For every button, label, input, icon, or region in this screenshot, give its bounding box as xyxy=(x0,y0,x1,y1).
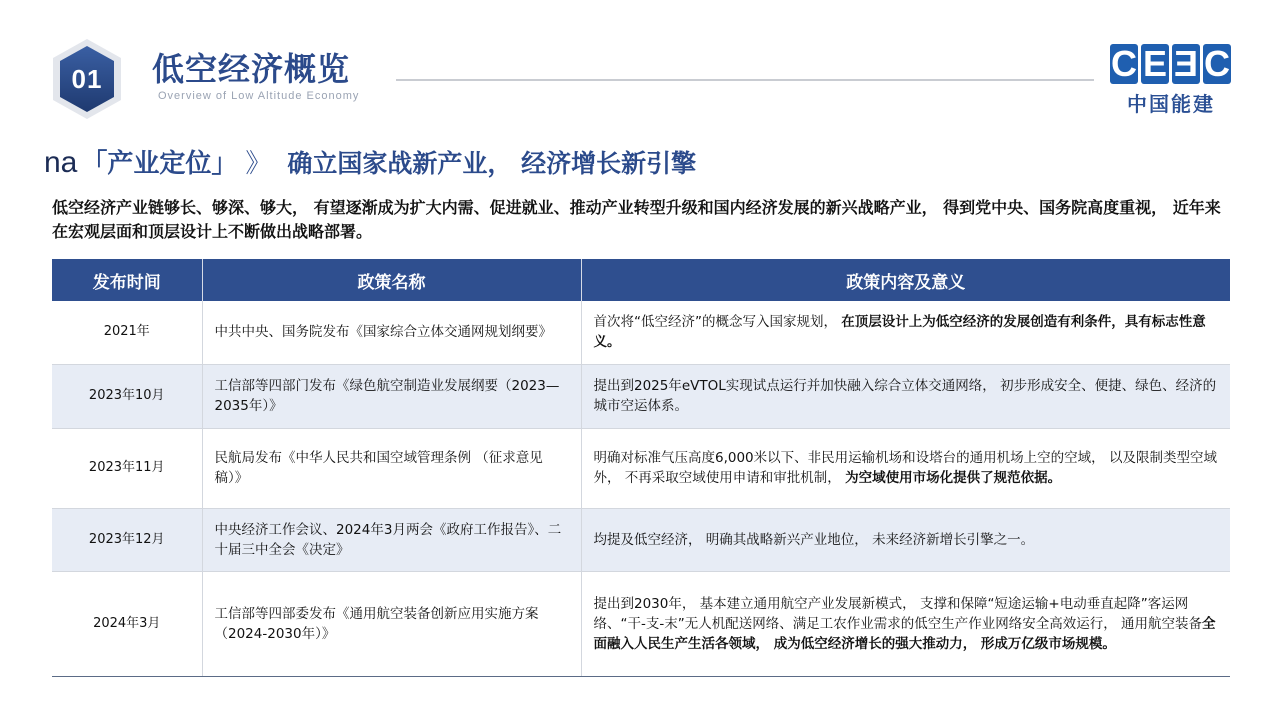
logo-letter: E xyxy=(1142,43,1167,84)
table-row xyxy=(52,571,1230,676)
cell-date: 2024年3月 xyxy=(52,571,202,676)
content-emphasis: 为空域使用市场化提供了规范依据。 xyxy=(845,470,1062,486)
content-text: 明确对标准气压高度6,000米以下、非民用运输机场和设塔台的通用机场上空的空域， 以及限制类型空域外， 不再采取空域使用申请和审批机制， xyxy=(593,450,1217,486)
content-emphasis: 全面融入人民生产生活各领域， 成为低空经济增长的强大推动力， 形成万亿级市场规模。 xyxy=(593,615,1216,652)
content-text: 提出到2025年eVTOL实现试点运行并加快融入综合立体交通网络， 初步形成安全、便捷、绿色、经济的城市空运体系。 xyxy=(593,378,1217,414)
cell-policy-content xyxy=(581,428,1230,508)
cell-policy-content xyxy=(581,301,1230,364)
section-prefix: na xyxy=(44,146,78,179)
cell-policy-name: 工信部等四部委发布《通用航空装备创新应用实施方案 （2024-2030年）》 xyxy=(202,571,581,676)
section-heading xyxy=(44,143,696,183)
table-row xyxy=(52,364,1230,428)
cell-date: 2021年 xyxy=(52,301,202,364)
cell-date: 2023年11月 xyxy=(52,428,202,508)
table-row xyxy=(52,428,1230,508)
table-row xyxy=(52,301,1230,364)
logo-letter: C xyxy=(1111,43,1137,84)
cell-policy-name: 中央经济工作会议、2024年3月两会《政府工作报告》、二十届三中全会《决定》 xyxy=(202,508,581,571)
cell-policy-name: 工信部等四部门发布《绿色航空制造业发展纲要（2023—2035年）》 xyxy=(202,364,581,428)
content-text: 提出到2030年， 基本建立通用航空产业发展新模式， 支撑和保障“短途运输+电动垂直起降”客运网络、“干-支-末”无人机配送网络、满足工农作业需求的低空生产作业网络安全高效运行， 通用航空装备 xyxy=(593,595,1203,632)
table-header-row xyxy=(52,259,1230,301)
cell-date: 2023年12月 xyxy=(52,508,202,571)
logo-name: 中国能建 xyxy=(1127,92,1215,116)
intro-paragraph: 低空经济产业链够长、够深、够大， 有望逐渐成为扩大内需、促进就业、推动产业转型升级和国内经济发展的新兴战略产业， 得到党中央、国务院高度重视， 近年来在宏观层面和顶层设计上不断做出战略部署。 xyxy=(52,198,1221,241)
content-text: 首次将“低空经济”的概念写入国家规划， xyxy=(593,314,842,331)
cell-policy-content xyxy=(581,364,1230,428)
cell-policy-name: 民航局发布《中华人民共和国空域管理条例 （征求意见稿）》 xyxy=(202,428,581,508)
policy-table xyxy=(52,259,1230,677)
column-header-policy-name: 政策名称 xyxy=(202,259,581,301)
section-tag: 「产业定位」 xyxy=(81,149,238,179)
page-title: 低空经济概览 xyxy=(152,50,351,88)
section-title: 确立国家战新产业， 经济增长新引擎 xyxy=(287,149,697,178)
logo-mark xyxy=(1110,44,1232,84)
page-subtitle: Overview of Low Altitude Economy xyxy=(158,90,360,102)
cell-policy-content xyxy=(581,571,1230,676)
column-header-policy-content: 政策内容及意义 xyxy=(581,259,1230,301)
column-header-date: 发布时间 xyxy=(52,259,202,301)
logo-letter: C xyxy=(1204,43,1230,84)
company-logo xyxy=(1110,44,1232,114)
cell-policy-name: 中共中央、国务院发布《国家综合立体交通网规划纲要》 xyxy=(202,301,581,364)
badge-number: 01 xyxy=(71,63,103,94)
cell-date: 2023年10月 xyxy=(52,364,202,428)
content-text: 均提及低空经济， 明确其战略新兴产业地位， 未来经济新增长引擎之一。 xyxy=(593,531,1035,548)
content-emphasis: 在顶层设计上为低空经济的发展创造有利条件，具有标志性意义。 xyxy=(593,314,1206,351)
cell-policy-content xyxy=(581,508,1230,571)
logo-letter: E xyxy=(1174,43,1199,84)
table-row xyxy=(52,508,1230,571)
header-divider xyxy=(396,79,1094,81)
section-number-badge xyxy=(50,37,124,121)
double-chevron-icon: 》 xyxy=(245,149,272,179)
